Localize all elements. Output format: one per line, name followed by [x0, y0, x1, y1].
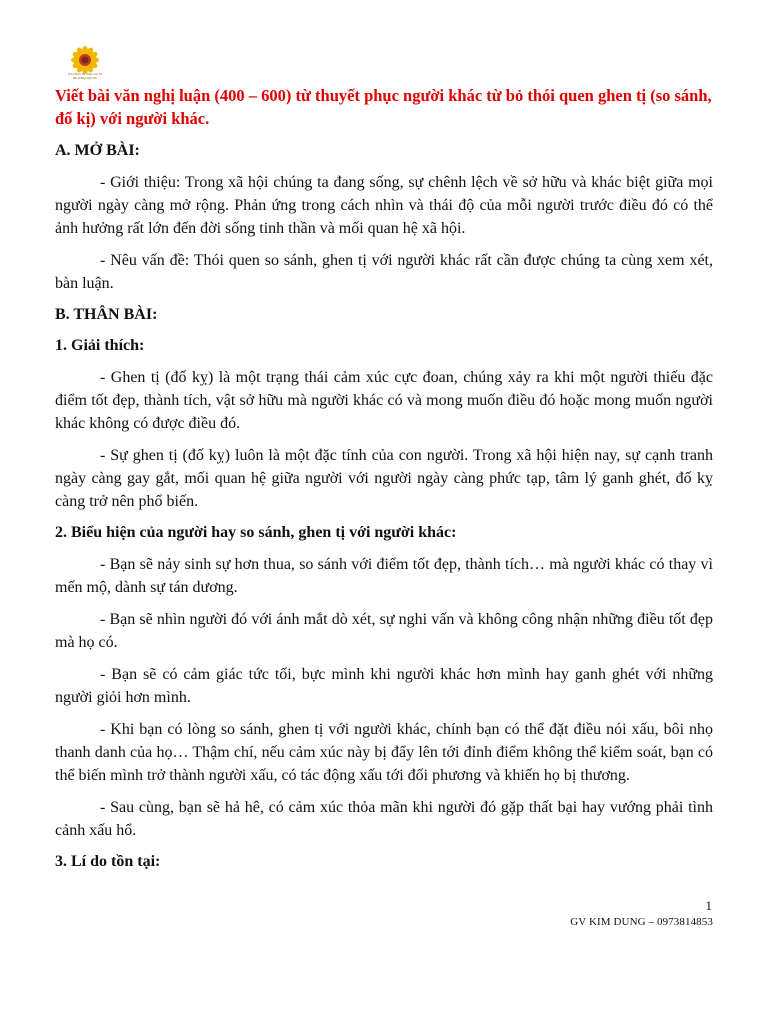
section-b-heading: B. THÂN BÀI:	[55, 306, 158, 323]
paragraph: - Khi bạn có lòng so sánh, ghen tị với người khác, chính bạn có thể đặt điều nói xấu, bôi nhọ thanh danh của họ… Thậm chí, nếu cảm xúc này bị đẩy lên tới đỉnh điểm không thể kiểm soát, bạn có thể biến mình trở thành người xấu, có tác động xấu tới đối phương và khiến họ bị thương.	[55, 721, 713, 784]
footer-author: GV KIM DUNG – 0973814853	[570, 916, 713, 928]
paragraph: - Nêu vấn đề: Thói quen so sánh, ghen tị với người khác rất cần được chúng ta cùng xem xét, bàn luận.	[55, 252, 713, 292]
paragraph: - Ghen tị (đố kỵ) là một trạng thái cảm xúc cực đoan, chúng xảy ra khi một người thiếu đặc điểm tốt đẹp, thành tích, vật sở hữu mà người khác có và mong muốn điều đó hoặc mong muốn người khác không có được điều đó.	[55, 369, 713, 432]
paragraph: - Bạn sẽ nảy sinh sự hơn thua, so sánh với điểm tốt đẹp, thành tích… mà người khác có thay vì mến mộ, dành sự tán dương.	[55, 556, 713, 596]
sunflower-logo-icon	[64, 46, 106, 86]
subsection-3-heading: 3. Lí do tồn tại:	[55, 853, 161, 870]
paragraph: - Bạn sẽ có cảm giác tức tối, bực mình khi người khác hơn mình hay ganh ghét với những người giỏi hơn mình.	[55, 666, 713, 706]
subsection-1-heading: 1. Giải thích:	[55, 337, 145, 354]
subsection-2-heading: 2. Biểu hiện của người hay so sánh, ghen tị với người khác:	[55, 524, 457, 541]
page-number: 1	[705, 898, 712, 913]
document-body	[55, 84, 713, 882]
essay-title: Viết bài văn nghị luận (400 – 600) từ thuyết phục người khác từ bỏ thói quen ghen tị (so sánh, đố kị) với người khác.	[55, 86, 712, 128]
paragraph: - Sau cùng, bạn sẽ hả hê, có cảm xúc thỏa mãn khi người đó gặp thất bại hay vướng phải tình cảnh xấu hổ.	[55, 799, 713, 839]
section-a-heading: A. MỞ BÀI:	[55, 142, 140, 159]
paragraph: - Bạn sẽ nhìn người đó với ánh mắt dò xét, sự nghi vấn và không công nhận những điều tốt đẹp mà họ có.	[55, 611, 713, 651]
paragraph: - Giới thiệu: Trong xã hội chúng ta đang sống, sự chênh lệch về sở hữu và khác biệt giữa mọi người ngày càng mở rộng. Phản ứng trong cách nhìn và thái độ của mỗi người trước điều đó có thể ảnh hưởng rất lớn đến đời sống tinh thần và mối quan hệ xã hội.	[55, 174, 713, 237]
logo-tagline: Trao Niềm Tin Nhận Giá Trị Bồi dưỡng Ngữ Văn	[67, 72, 103, 80]
paragraph: - Sự ghen tị (đố kỵ) luôn là một đặc tính của con người. Trong xã hội hiện nay, sự cạnh tranh ngày càng gay gắt, mối quan hệ giữa người với người ngày càng phức tạp, tâm lý ganh ghét, đố kỵ càng trở nên phổ biến.	[55, 447, 713, 510]
